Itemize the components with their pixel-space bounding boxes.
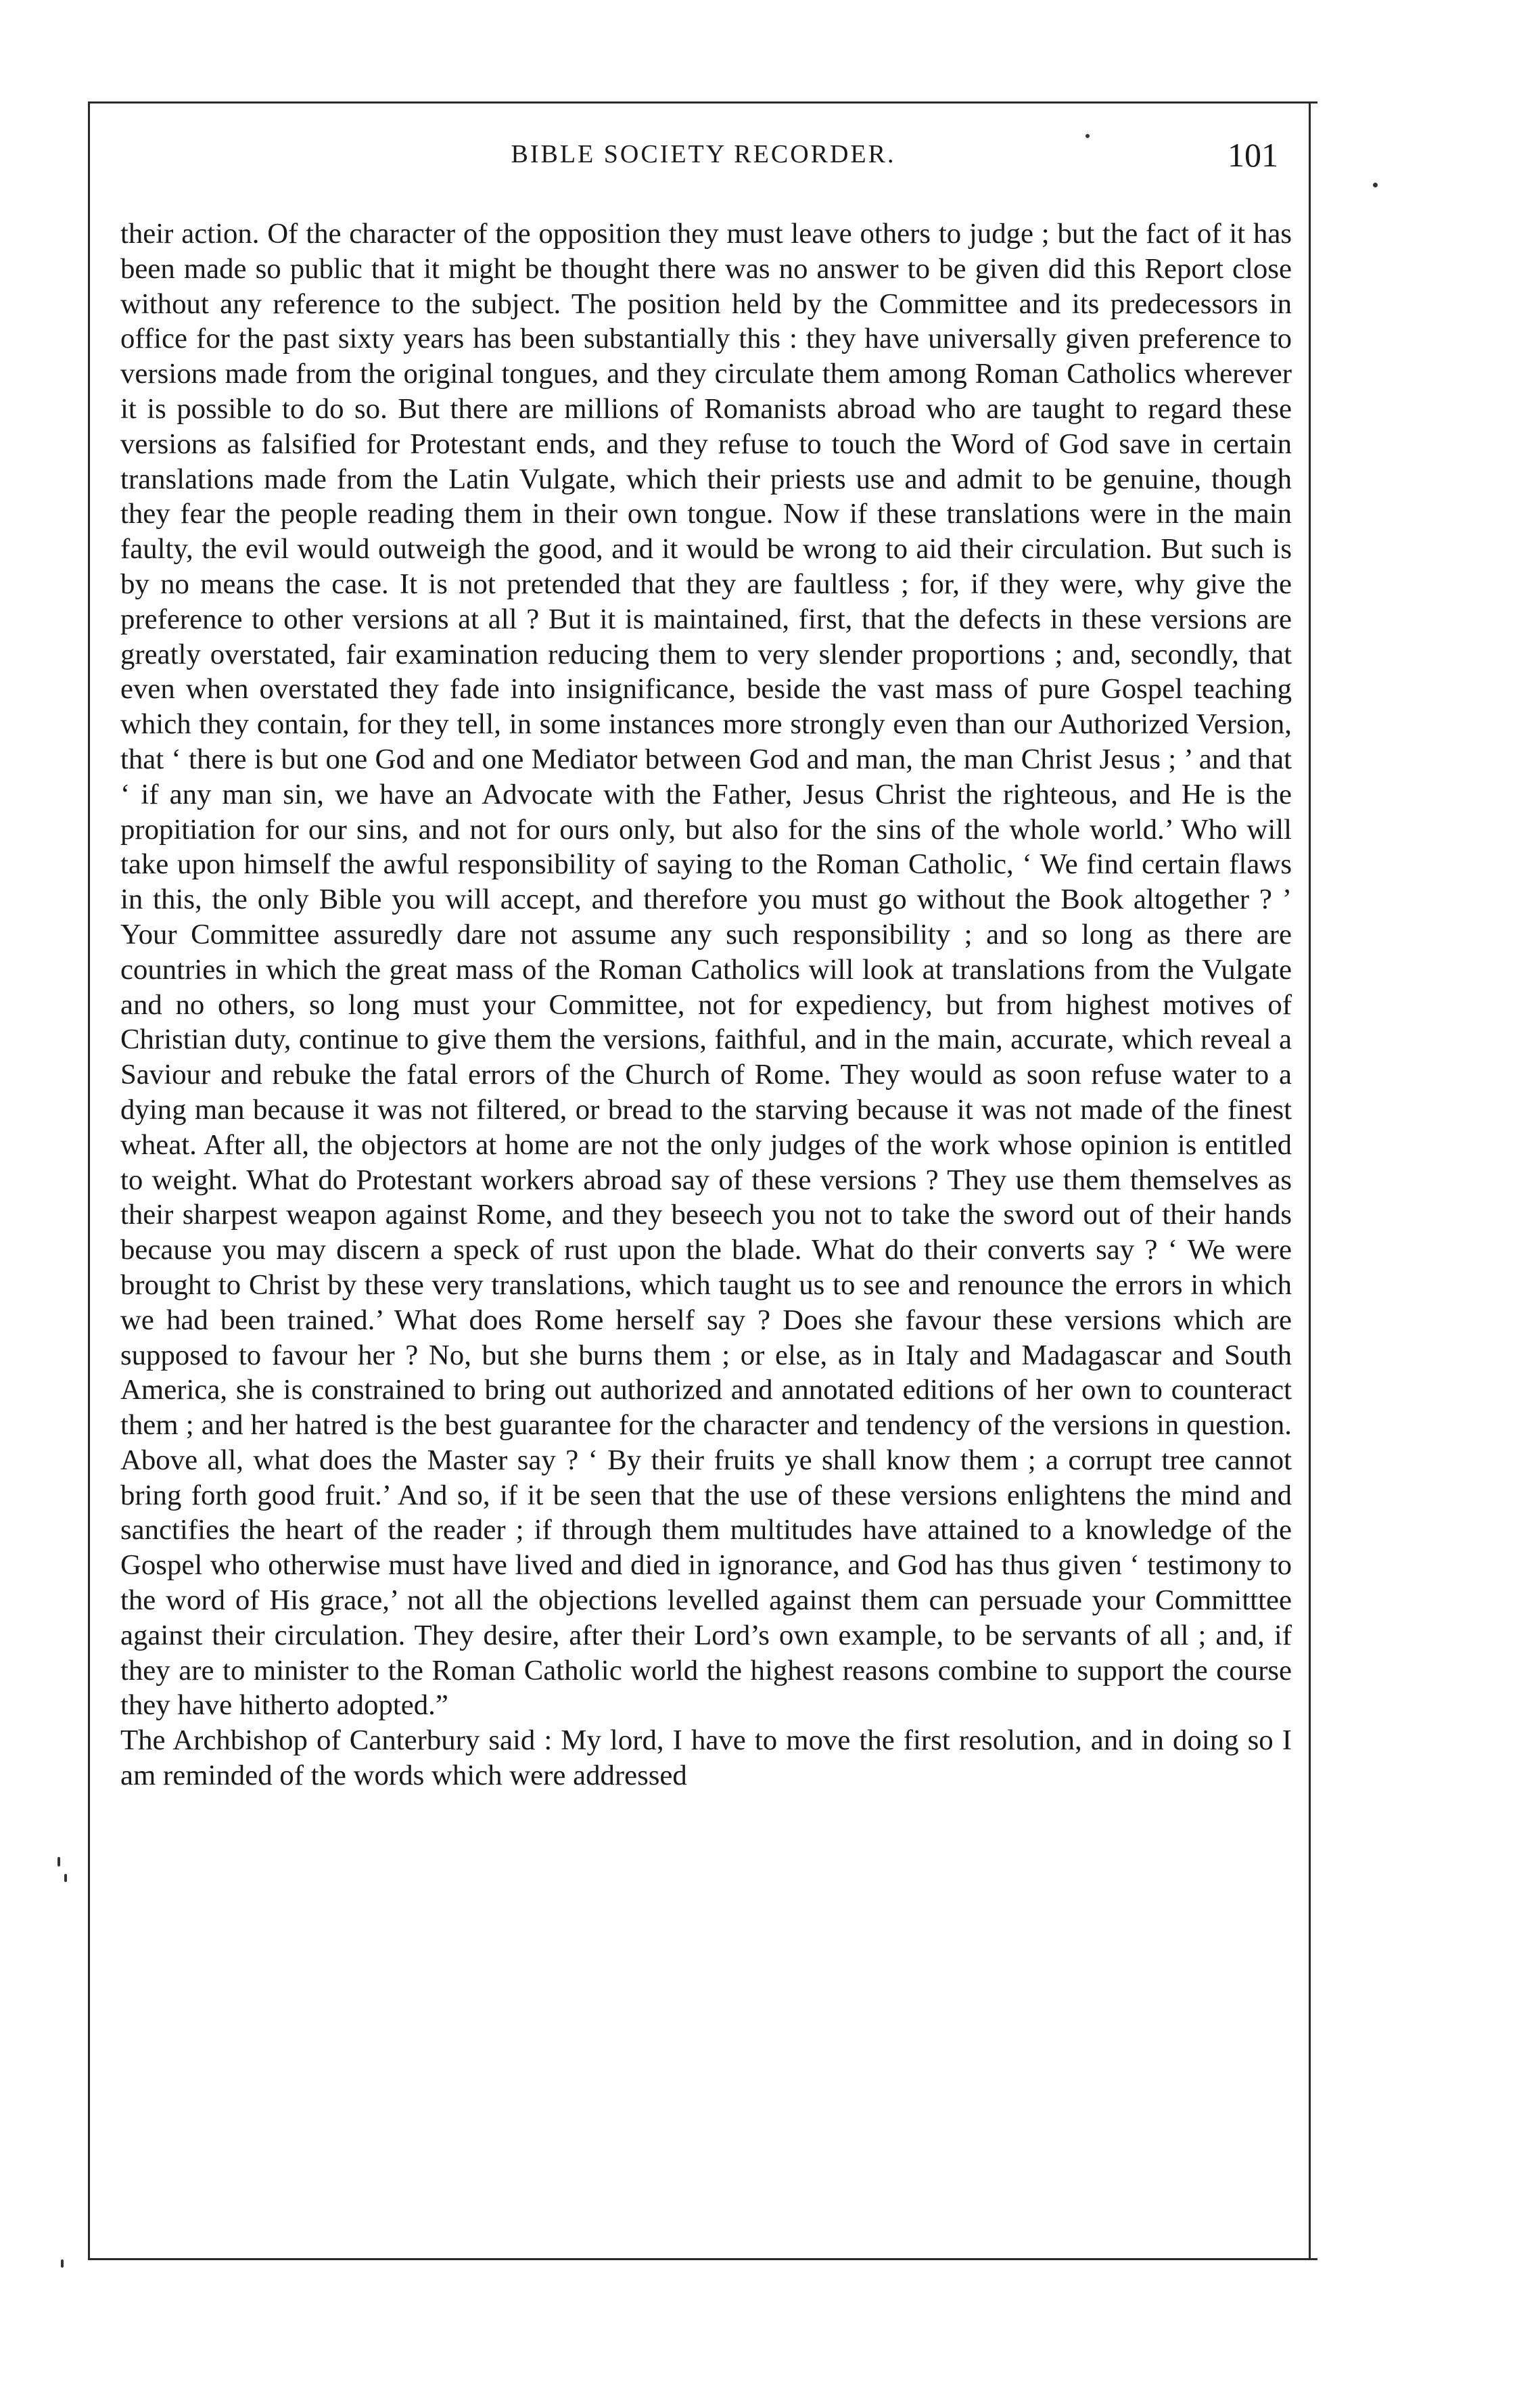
page-number: 101 bbox=[1228, 136, 1278, 174]
running-title: BIBLE SOCIETY RECORDER. bbox=[511, 140, 896, 168]
print-speck bbox=[1373, 183, 1378, 187]
page-border-right bbox=[1309, 101, 1311, 2258]
body-paragraph: their action. Of the character of the opposition they must leave others to judge ; but the fact of it has been made so public that it might be thought there was no answer to be given did this Report close without any reference to the subject. The position held by the Committee and its predecessors in office for the past sixty years has been substantially this : they have universally given preference to versions made from the original tongues, and they circulate them among Roman Catholics wherever it is possible to do so. But there are millions of Romanists abroad who are taught to regard these versions as falsified for Protestant ends, and they refuse to touch the Word of God save in certain translations made from the Latin Vulgate, which their priests use and admit to be genuine, though they fear the people reading them in their own tongue. Now if these translations were in the main faulty, the evil would outweigh the good, and it would be wrong to aid their circulation. But such is by no means the case. It is not pretended that they are faultless ; for, if they were, why give the preference to other versions at all ? But it is maintained, first, that the defects in these versions are greatly overstated, fair examination reducing them to very slender proportions ; and, secondly, that even when overstated they fade into insignificance, beside the vast mass of pure Gospel teaching which they contain, for they tell, in some instances more strongly even than our Authorized Version, that ‘ there is but one God and one Mediator between God and man, the man Christ Jesus ; ’ and that ‘ if any man sin, we have an Advocate with the Father, Jesus Christ the righteous, and He is the propitiation for our sins, and not for ours only, but also for the sins of the whole world.’ Who will take upon himself the awful responsibility of saying to the Roman Catholic, ‘ We find certain flaws in this, the only Bible you will accept, and therefore you must go without the Book altogether ? ’ Your Committee assuredly dare not assume any such responsibility ; and so long as there are countries in which the great mass of the Roman Catholics will look at translations from the Vulgate and no others, so long must your Committee, not for expediency, but from highest motives of Christian duty, continue to give them the versions, faithful, and in the main, accurate, which reveal a Saviour and rebuke the fatal errors of the Church of Rome. They would as soon refuse water to a dying man because it was not filtered, or bread to the starving because it was not made of the finest wheat. After all, the objectors at home are not the only judges of the work whose opinion is entitled to weight. What do Protestant workers abroad say of these versions ? They use them themselves as their sharpest weapon against Rome, and they beseech you not to take the sword out of their hands because you may discern a speck of rust upon the blade. What do their converts say ? ‘ We were brought to Christ by these very translations, which taught us to see and renounce the errors in which we had been trained.’ What does Rome herself say ? Does she favour these versions which are supposed to favour her ? No, but she burns them ; or else, as in Italy and Madagascar and South America, she is constrained to bring out authorized and annotated editions of her own to counteract them ; and her hatred is the best guarantee for the character and tendency of the versions in question. Above all, what does the Master say ? ‘ By their fruits ye shall know them ; a corrupt tree cannot bring forth good fruit.’ And so, if it be seen that the use of these versions enlightens the mind and sanctifies the heart of the reader ; if through them multitudes have attained to a knowledge of the Gospel who otherwise must have lived and died in ignorance, and God has thus given ‘ testimony to the word of His grace,’ not all the objections levelled against them can persuade your Committtee against their circulation. They desire, after their Lord’s own example, to be servants of all ; and, if they are to minister to the Roman Catholic world the highest reasons combine to support the course they have hitherto adopted.” bbox=[120, 218, 1292, 1722]
page-body bbox=[120, 216, 1292, 1793]
print-speck bbox=[64, 1874, 67, 1882]
print-speck bbox=[1086, 134, 1090, 138]
page-header bbox=[115, 135, 1292, 183]
print-speck bbox=[57, 1857, 60, 1866]
print-speck bbox=[61, 2259, 64, 2268]
body-paragraph: The Archbishop of Canterbury said : My lord, I have to move the first resolution, and in doing so I am reminded of the words which were addressed bbox=[120, 1724, 1292, 1792]
